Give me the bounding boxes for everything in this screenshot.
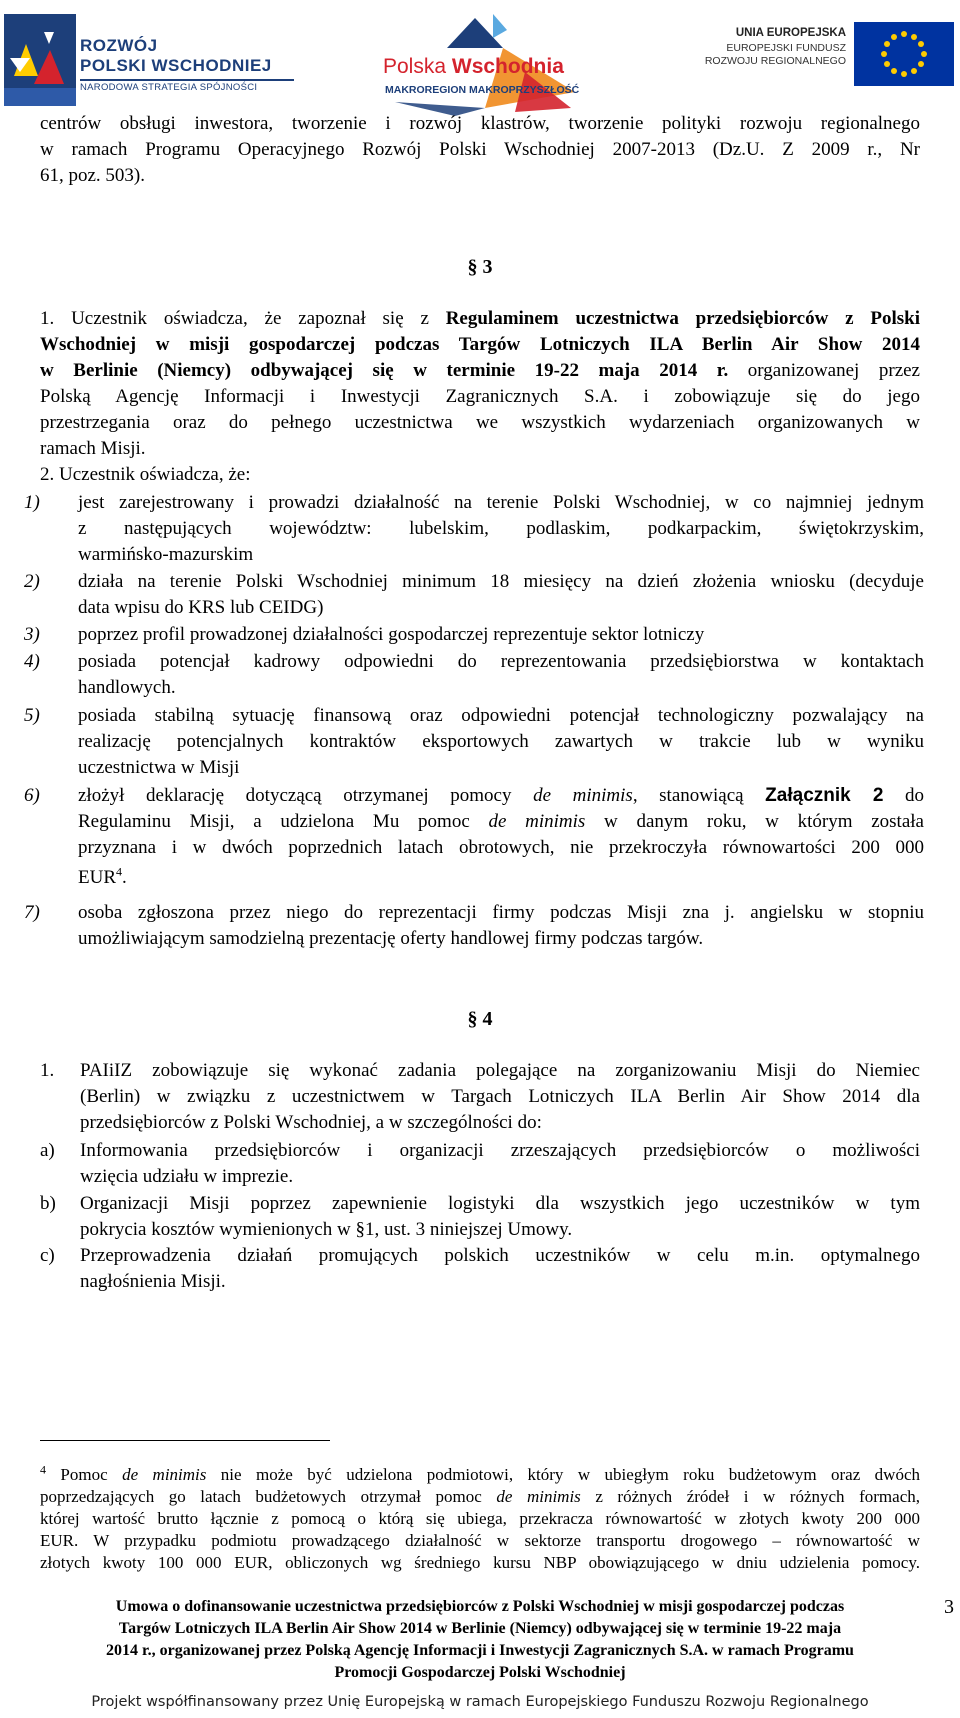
item-line: poprzez profil prowadzonej działalności gospodarczej reprezentuje sektor lotniczy xyxy=(78,624,705,645)
s3p1-line: Polską Agencję Informacji i Inwestycji Zagranicznych S.A. i zobowiązuje się do jego xyxy=(40,386,920,407)
eu-flag-icon xyxy=(854,22,954,86)
logo-rozwoj-polski-wschodniej xyxy=(4,14,294,106)
item-line: pokrycia kosztów wymienionych w §1, ust. 3 niniejszej Umowy. xyxy=(80,1219,573,1240)
s3p1-line xyxy=(40,358,920,384)
item-line: przyznana i w dwóch poprzednich latach obrotowych, nie przekroczyła równowartości 200 000 xyxy=(78,837,924,858)
section-4-heading: § 4 xyxy=(467,1008,493,1030)
footer-line: Targów Lotniczych ILA Berlin Air Show 2014 w Berlinie (Niemcy) odbywającej się w terminie 19-22 maja xyxy=(118,1620,842,1637)
eu-stars-icon xyxy=(854,22,954,86)
s3p1-line xyxy=(40,332,920,358)
text-run: 1. Uczestnik oświadcza, że zapoznał się z xyxy=(40,308,446,329)
footer-line: 2014 r., organizowanej przez Polską Agencję Informacji i Inwestycji Zagranicznych S.A. w ramach Programu xyxy=(106,1642,854,1659)
item-line xyxy=(78,865,924,891)
logo-left-line1: ROZWÓJ xyxy=(80,36,158,55)
bold-run: Regulaminem uczestnictwa przedsiębiorców z Polski xyxy=(445,308,920,329)
footnote xyxy=(40,1464,920,1574)
logo-left-line2: POLSKI WSCHODNIEJ xyxy=(80,56,272,75)
s3p1-line: ramach Misji. xyxy=(40,438,146,459)
bold-run: Wschodniej w misji gospodarczej podczas Targów Lotniczych ILA Berlin Air Show 2014 xyxy=(40,334,920,355)
logo-left-line3: NARODOWA STRATEGIA SPÓJNOŚCI xyxy=(80,82,258,93)
footnote-line: której wartość brutto łącznie z pomocą o którą się ubiega, przekracza równowartość w złotych kwoty 200 000 xyxy=(40,1509,920,1528)
item-line: Przeprowadzenia działań promujących polskich uczestników w celu m.in. optymalnego xyxy=(80,1245,920,1266)
text-run: z różnych źródeł i w różnych formach, xyxy=(580,1487,920,1506)
s3p1-line xyxy=(40,306,920,332)
intro-line: centrów obsługi inwestora, tworzenie i rozwój klastrów, tworzenie polityki rozwoju regionalnego xyxy=(40,113,920,134)
item-body xyxy=(80,1138,920,1190)
item-line: osoba zgłoszona przez niego do reprezentacji firmy podczas Misji zna j. angielsku w stopniu xyxy=(78,902,924,923)
item-body xyxy=(78,900,924,952)
text-run: . xyxy=(122,867,127,888)
star-logo-icon xyxy=(4,14,76,106)
item-number: 1) xyxy=(24,492,40,513)
text-run: do xyxy=(883,785,925,806)
logo-center-brand xyxy=(383,54,564,80)
item-line: realizację potencjalnych kontraktów eksportowych zawartych w trakcie lub w wyniku xyxy=(78,731,924,752)
text-run: złożył deklarację dotyczącą otrzymanej pomocy xyxy=(78,785,534,806)
item-line xyxy=(78,783,924,809)
item-line: działa na terenie Polski Wschodniej minimum 18 miesięcy na dzień złożenia wniosku (decyduje xyxy=(78,571,924,592)
text-run: EUR xyxy=(78,867,116,888)
item-line: (Berlin) w związku z uczestnictwem w Targach Lotniczych ILA Berlin Air Show 2014 dla xyxy=(80,1086,920,1107)
item-line: przedsiębiorców z Polski Wschodniej, a w szczególności do: xyxy=(80,1112,542,1133)
item-body xyxy=(78,569,924,621)
italic-run: de minimis xyxy=(533,785,633,806)
item-number: b) xyxy=(40,1193,56,1214)
intro-line: w ramach Programu Operacyjnego Rozwój Polski Wschodniej 2007-2013 (Dz.U. Z 2009 r., Nr xyxy=(40,139,920,160)
section-3-heading: § 3 xyxy=(467,256,493,278)
item-line: jest zarejestrowany i prowadzi działalność na terenie Polski Wschodniej, w co najmniej jednym xyxy=(78,492,924,513)
document-footer xyxy=(0,1596,960,1684)
item-line: nagłośnienia Misji. xyxy=(80,1271,226,1292)
footnote-ref[interactable]: 4 xyxy=(116,864,122,879)
item-number: 6) xyxy=(24,785,40,806)
italic-run: de minimis xyxy=(488,811,586,832)
brand-part-a: Polska xyxy=(383,55,452,78)
logo-left-rule xyxy=(80,79,294,81)
item-line: umożliwiającym samodzielną prezentację oferty handlowej firmy podczas targów. xyxy=(78,928,704,949)
logo-unia-europejska xyxy=(688,22,958,92)
item-body xyxy=(78,783,924,891)
bold-run: w Berlinie (Niemcy) odbywającej się w terminie 19-22 maja 2014 r. xyxy=(40,360,729,381)
s3p1-line: przestrzegania oraz do pełnego uczestnictwa we wszystkich wydarzeniach organizowanych w xyxy=(40,412,920,433)
logo-right-line23 xyxy=(688,42,846,68)
item-line: posiada potencjał kadrowy odpowiedni do reprezentowania przedsiębiorstwa w kontaktach xyxy=(78,651,924,672)
text-run: poprzedzających go latach budżetowych otrzymał pomoc xyxy=(40,1487,497,1506)
item-line xyxy=(78,809,924,835)
header-logos xyxy=(0,0,960,120)
item-number: c) xyxy=(40,1245,55,1266)
footnote-line xyxy=(40,1464,920,1486)
item-line: wzięcia udziału w imprezie. xyxy=(80,1166,294,1187)
item-body xyxy=(78,490,924,568)
footnote-line xyxy=(40,1486,920,1508)
item-body xyxy=(78,622,924,648)
logo-center-tagline: MAKROREGION MAKROPRZYSZŁOŚĆ xyxy=(385,84,580,96)
item-line: uczestnictwa w Misji xyxy=(78,757,240,778)
item-line: z następujących województw: lubelskim, podlaskim, podkarpackim, świętokrzyskim, xyxy=(78,518,924,539)
text-run: Pomoc xyxy=(46,1465,123,1484)
item-body xyxy=(80,1191,920,1243)
item-number: 2) xyxy=(24,571,40,592)
footnote-line: złotych kwoty 100 000 EUR, obliczonych wg średniego kursu NBP obowiązującego w dniu udzielenia pomocy. xyxy=(40,1553,920,1572)
italic-run: de minimis xyxy=(496,1487,581,1506)
item-line: PAIiIZ zobowiązuje się wykonać zadania polegające na zorganizowaniu Misji do Niemiec xyxy=(80,1060,920,1081)
footnote-separator xyxy=(40,1440,330,1441)
item-number: 5) xyxy=(24,705,40,726)
item-body xyxy=(78,703,924,781)
footnote-mark: 4 xyxy=(40,1462,46,1477)
section-3-paragraph-2-intro: 2. Uczestnik oświadcza, że: xyxy=(40,464,251,485)
item-line: handlowych. xyxy=(78,677,176,698)
text-run: Regulaminu Misji, a udzielona Mu pomoc xyxy=(78,811,489,832)
logo-right-line1: UNIA EUROPEJSKA xyxy=(735,27,846,39)
logo-polska-wschodnia xyxy=(375,12,625,118)
text-run: , stanowiącą xyxy=(632,785,766,806)
logo-right-line3: ROZWOJU REGIONALNEGO xyxy=(704,55,846,67)
brand-part-b: Wschodnia xyxy=(451,55,564,78)
item-number: 7) xyxy=(24,902,40,923)
item-number: a) xyxy=(40,1140,55,1161)
section-3-paragraph-1 xyxy=(40,306,920,462)
italic-run: de minimis xyxy=(122,1465,207,1484)
item-number: 4) xyxy=(24,651,40,672)
intro-paragraph xyxy=(40,111,920,189)
text-run: w danym roku, w którym została xyxy=(585,811,924,832)
item-number: 1. xyxy=(40,1060,55,1081)
item-number: 3) xyxy=(24,624,40,645)
bold-run: Załącznik 2 xyxy=(765,785,884,806)
footnote-line: EUR. W przypadku podmiotu prowadzącego działalność w sektorze transportu drogowego – równowartość w xyxy=(40,1531,920,1550)
footer-line: Promocji Gospodarczej Polski Wschodniej xyxy=(334,1664,626,1681)
item-line: warmińsko-mazurskim xyxy=(78,544,254,565)
footer-line: Umowa o dofinansowanie uczestnictwa przedsiębiorców z Polski Wschodniej w misji gospodarczej podczas xyxy=(115,1598,845,1615)
text-run: nie może być udzielona podmiotowi, który w ubiegłym roku budżetowym oraz dwóch xyxy=(206,1465,920,1484)
item-body xyxy=(80,1058,920,1136)
item-line: posiada stabilną sytuację finansową oraz odpowiedni potencjał technologiczny pozwalający na xyxy=(78,705,924,726)
item-line: Organizacji Misji poprzez zapewnienie logistyki dla wszystkich jego uczestników w tym xyxy=(80,1193,920,1214)
logo-right-line2: EUROPEJSKI FUNDUSZ xyxy=(726,42,846,54)
project-cofinancing-line: Projekt współfinansowany przez Unię Europejską w ramach Europejskiego Funduszu Rozwoju Regionalnego xyxy=(91,1694,869,1710)
intro-line: 61, poz. 503). xyxy=(40,165,146,186)
item-body xyxy=(78,649,924,701)
item-line: Informowania przedsiębiorców i organizacji zrzeszających przedsiębiorców o możliwości xyxy=(80,1140,920,1161)
page-number: 3 xyxy=(944,1596,954,1618)
item-body xyxy=(80,1243,920,1295)
text-run: organizowanej przez xyxy=(728,360,920,381)
item-line: data wpisu do KRS lub CEIDG) xyxy=(78,597,324,618)
